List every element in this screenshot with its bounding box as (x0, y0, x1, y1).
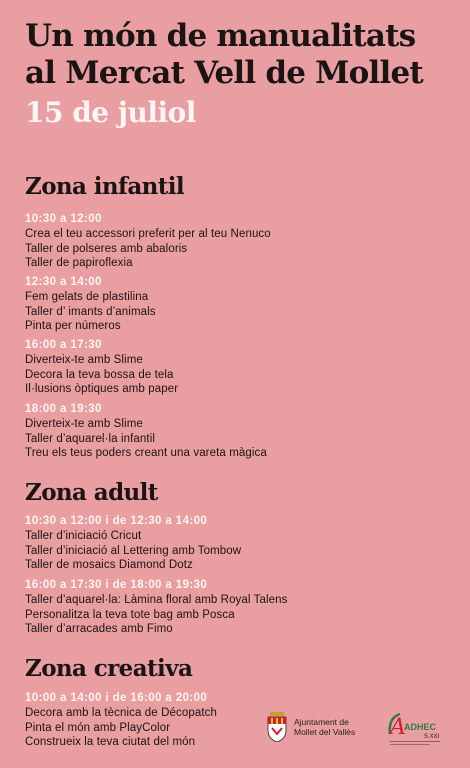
activity-item: Treu els teus poders creant una vareta màgica (25, 447, 267, 459)
title-block (25, 18, 423, 130)
activity-item: Construeix la teva ciutat del món (25, 736, 196, 748)
time-slot: 16:00 a 17:30 i de 18:00 a 19:30 (25, 579, 208, 591)
activity-item: Taller de papiroflexia (25, 257, 133, 269)
activity-item: Taller d’ imants d’animals (25, 305, 156, 318)
schedule-group (25, 338, 178, 397)
time-slot: 10:30 a 12:00 i de 12:30 a 14:00 (25, 515, 208, 527)
time-slot: 18:00 a 19:30 (25, 403, 102, 415)
activity-item: Pinta el món amb PlayColor (25, 721, 171, 734)
schedule-group (25, 212, 271, 271)
event-date: 15 de juliol (25, 96, 196, 129)
zone-title-adult: Zona adult (25, 479, 158, 506)
activity-item: Crea el teu accessori preferit per al teu Nenuco (25, 228, 271, 240)
activity-item: Taller de polseres amb abaloris (25, 242, 188, 255)
activity-item: Taller d’aquarel·la: Làmina floral amb Royal Talens (25, 594, 288, 606)
zone-title-creativa: Zona creativa (25, 655, 193, 682)
adhec-suffix: S.XXI (424, 734, 440, 740)
adhec-text: ADHEC (404, 722, 437, 732)
ajuntament-line-1: Ajuntament de (294, 717, 349, 727)
activity-item: Il·lusions òptiques amb paper (25, 383, 179, 395)
mollet-crest-icon (266, 712, 288, 742)
page-title-line-2: al Mercat Vell de Mollet (25, 55, 423, 91)
schedule-group (25, 514, 241, 573)
schedule-group (25, 275, 156, 334)
activity-item: Fem gelats de plastilina (25, 291, 149, 303)
schedule-group (25, 578, 288, 637)
activity-item: Taller d’arracades amb Fimo (25, 623, 173, 635)
ajuntament-line-2: Mollet del Vallès (294, 727, 356, 737)
activity-item: Diverteix-te amb Slime (25, 354, 143, 366)
activity-item: Taller d’aquarel·la infantil (25, 432, 156, 445)
schedule-group (25, 402, 267, 461)
page-title-line-1: Un món de manualitats (25, 18, 416, 54)
zone-title-infantil: Zona infantil (25, 173, 185, 200)
time-slot: 10:00 a 14:00 i de 16:00 a 20:00 (25, 692, 208, 704)
activity-item: Taller de mosaics Diamond Dotz (25, 559, 193, 571)
schedule-group (25, 691, 217, 750)
activity-item: Decora amb la tècnica de Décopatch (25, 707, 217, 719)
activity-item: Diverteix-te amb Slime (25, 418, 143, 430)
time-slot: 12:30 a 14:00 (25, 276, 102, 288)
activity-item: Taller d’iniciació Cricut (25, 530, 142, 542)
svg-text:A: A (390, 715, 406, 740)
time-slot: 10:30 a 12:00 (25, 213, 102, 225)
activity-item: Decora la teva bossa de tela (25, 368, 174, 381)
ajuntament-logo (266, 712, 355, 742)
adhec-logo (386, 708, 446, 748)
activity-item: Pinta per números (25, 320, 121, 332)
activity-item: Taller d’iniciació al Lettering amb Tombow (25, 544, 242, 557)
time-slot: 16:00 a 17:30 (25, 339, 102, 351)
activity-item: Personalitza la teva tote bag amb Posca (25, 608, 235, 621)
